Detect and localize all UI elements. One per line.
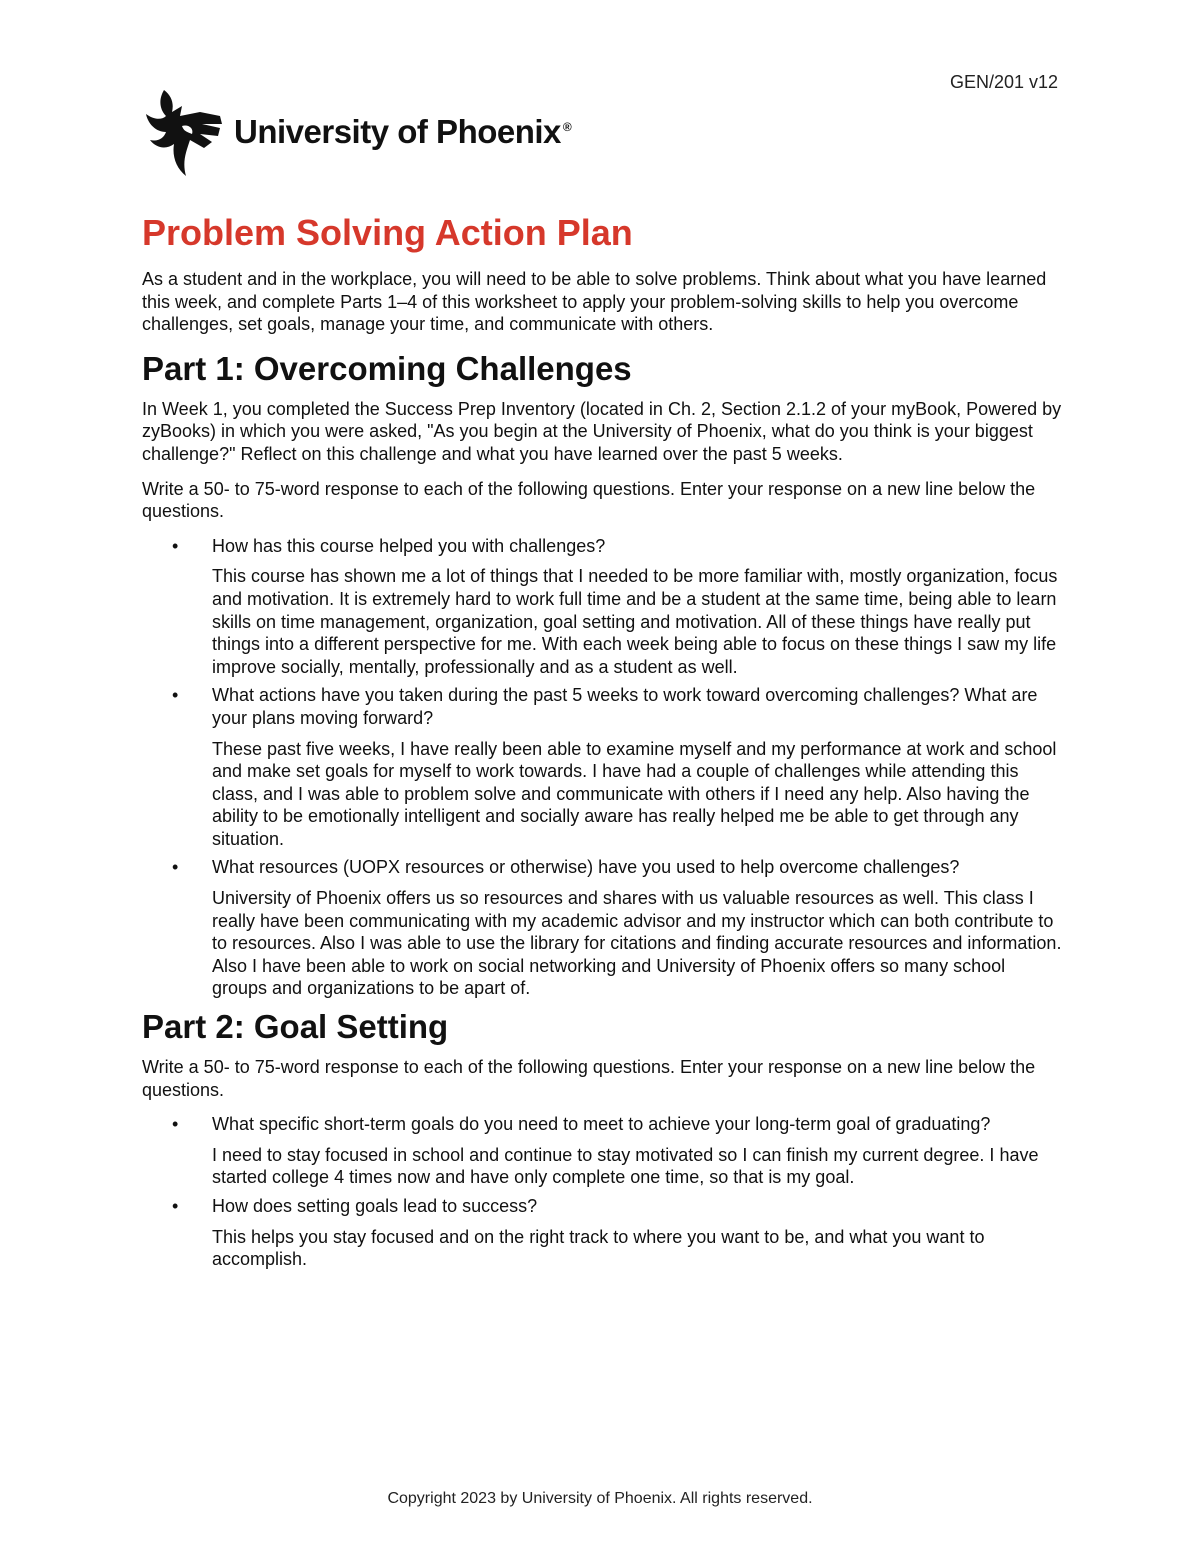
phoenix-bird-icon — [142, 86, 224, 178]
document-body — [142, 210, 1062, 1277]
question-text: What specific short-term goals do you need to meet to achieve your long-term goal of graduating? — [212, 1114, 991, 1135]
part1-heading: Part 1: Overcoming Challenges — [142, 349, 632, 387]
registered-mark: ® — [562, 120, 572, 134]
part1-context-paragraph: In Week 1, you completed the Success Prep Inventory (located in Ch. 2, Section 2.1.2 of your myBook, Powered by zyBooks) in which you were asked, "As you begin at the University of Phoenix, what do you think is your biggest challenge?" Reflect on this challenge and what you have learned over the past 5 weeks. — [142, 398, 1062, 464]
university-logo — [142, 84, 571, 180]
question-text: How has this course helped you with challenges? — [212, 535, 606, 556]
logo-wordmark: University of Phoenix ® — [234, 113, 572, 150]
list-item — [142, 1195, 1062, 1271]
copyright-footer: Copyright 2023 by University of Phoenix. All rights reserved. — [387, 1490, 813, 1507]
answer-text: This course has shown me a lot of things that I needed to be more familiar with, mostly organization, focus and motivation. It is extremely hard to work full time and be a student at the same time, being able to learn skills on time management, organization, goal setting and motivation. All of these things have really put things into a different perspective for me. With each week being able to focus on these things I saw my life improve socially, mentally, professionally and as a student as well. — [212, 566, 1058, 677]
course-code: GEN/201 v12 — [949, 72, 1058, 92]
part2-heading: Part 2: Goal Setting — [142, 1008, 449, 1046]
intro-paragraph: As a student and in the workplace, you will need to be able to solve problems. Think about what you have learned this week, and complete Parts 1–4 of this worksheet to apply your problem-solving skills to help you overcome challenges, set goals, manage your time, and communicate with others. — [142, 269, 1047, 335]
bullet: • — [172, 1196, 179, 1216]
bullet: • — [172, 1114, 179, 1135]
answer-text: These past five weeks, I have really been able to examine myself and my performance at work and school and make set goals for myself to work towards. I have had a couple of challenges while attending this class, and I was able to problem solve and communicate with others if I need any help. Also having the ability to be emotionally intelligent and socially aware has really helped me be able to get through any situation. — [212, 738, 1057, 849]
answer-text: University of Phoenix offers us so resources and shares with us valuable resources as well. This class I really have been communicating with my academic advisor and my instructor which can both contribute to to resources. Also I was able to use the library for citations and finding accurate resources and information. Also I have been able to work on social networking and University of Phoenix offers so many school groups and organizations to be apart of. — [212, 888, 1062, 999]
part1-instructions: Write a 50- to 75-word response to each of the following questions. Enter your response on a new line below the questions. — [142, 478, 1036, 522]
list-item — [142, 535, 1062, 679]
page-title: Problem Solving Action Plan — [142, 212, 633, 253]
part2-question-list — [142, 1113, 1062, 1271]
answer-text: I need to stay focused in school and continue to stay motivated so I can finish my current degree. I have started college 4 times now and have only complete one time, so that is my goal. — [212, 1144, 1039, 1188]
list-item — [142, 684, 1062, 850]
question-text: What resources (UOPX resources or otherwise) have you used to help overcome challenges? — [212, 857, 960, 878]
part2-instructions: Write a 50- to 75-word response to each of the following questions. Enter your response on a new line below the questions. — [142, 1057, 1036, 1100]
bullet: • — [172, 857, 179, 878]
part1-question-list — [142, 535, 1062, 1000]
question-text: What actions have you taken during the past 5 weeks to work toward overcoming challenges? What are your plans moving forward? — [212, 685, 1038, 728]
question-text: How does setting goals lead to success? — [212, 1196, 538, 1216]
bullet: • — [172, 685, 179, 706]
list-item — [142, 1113, 1062, 1189]
bullet: • — [172, 535, 179, 556]
list-item — [142, 856, 1062, 1000]
answer-text: This helps you stay focused and on the right track to where you want to be, and what you want to accomplish. — [212, 1226, 985, 1270]
